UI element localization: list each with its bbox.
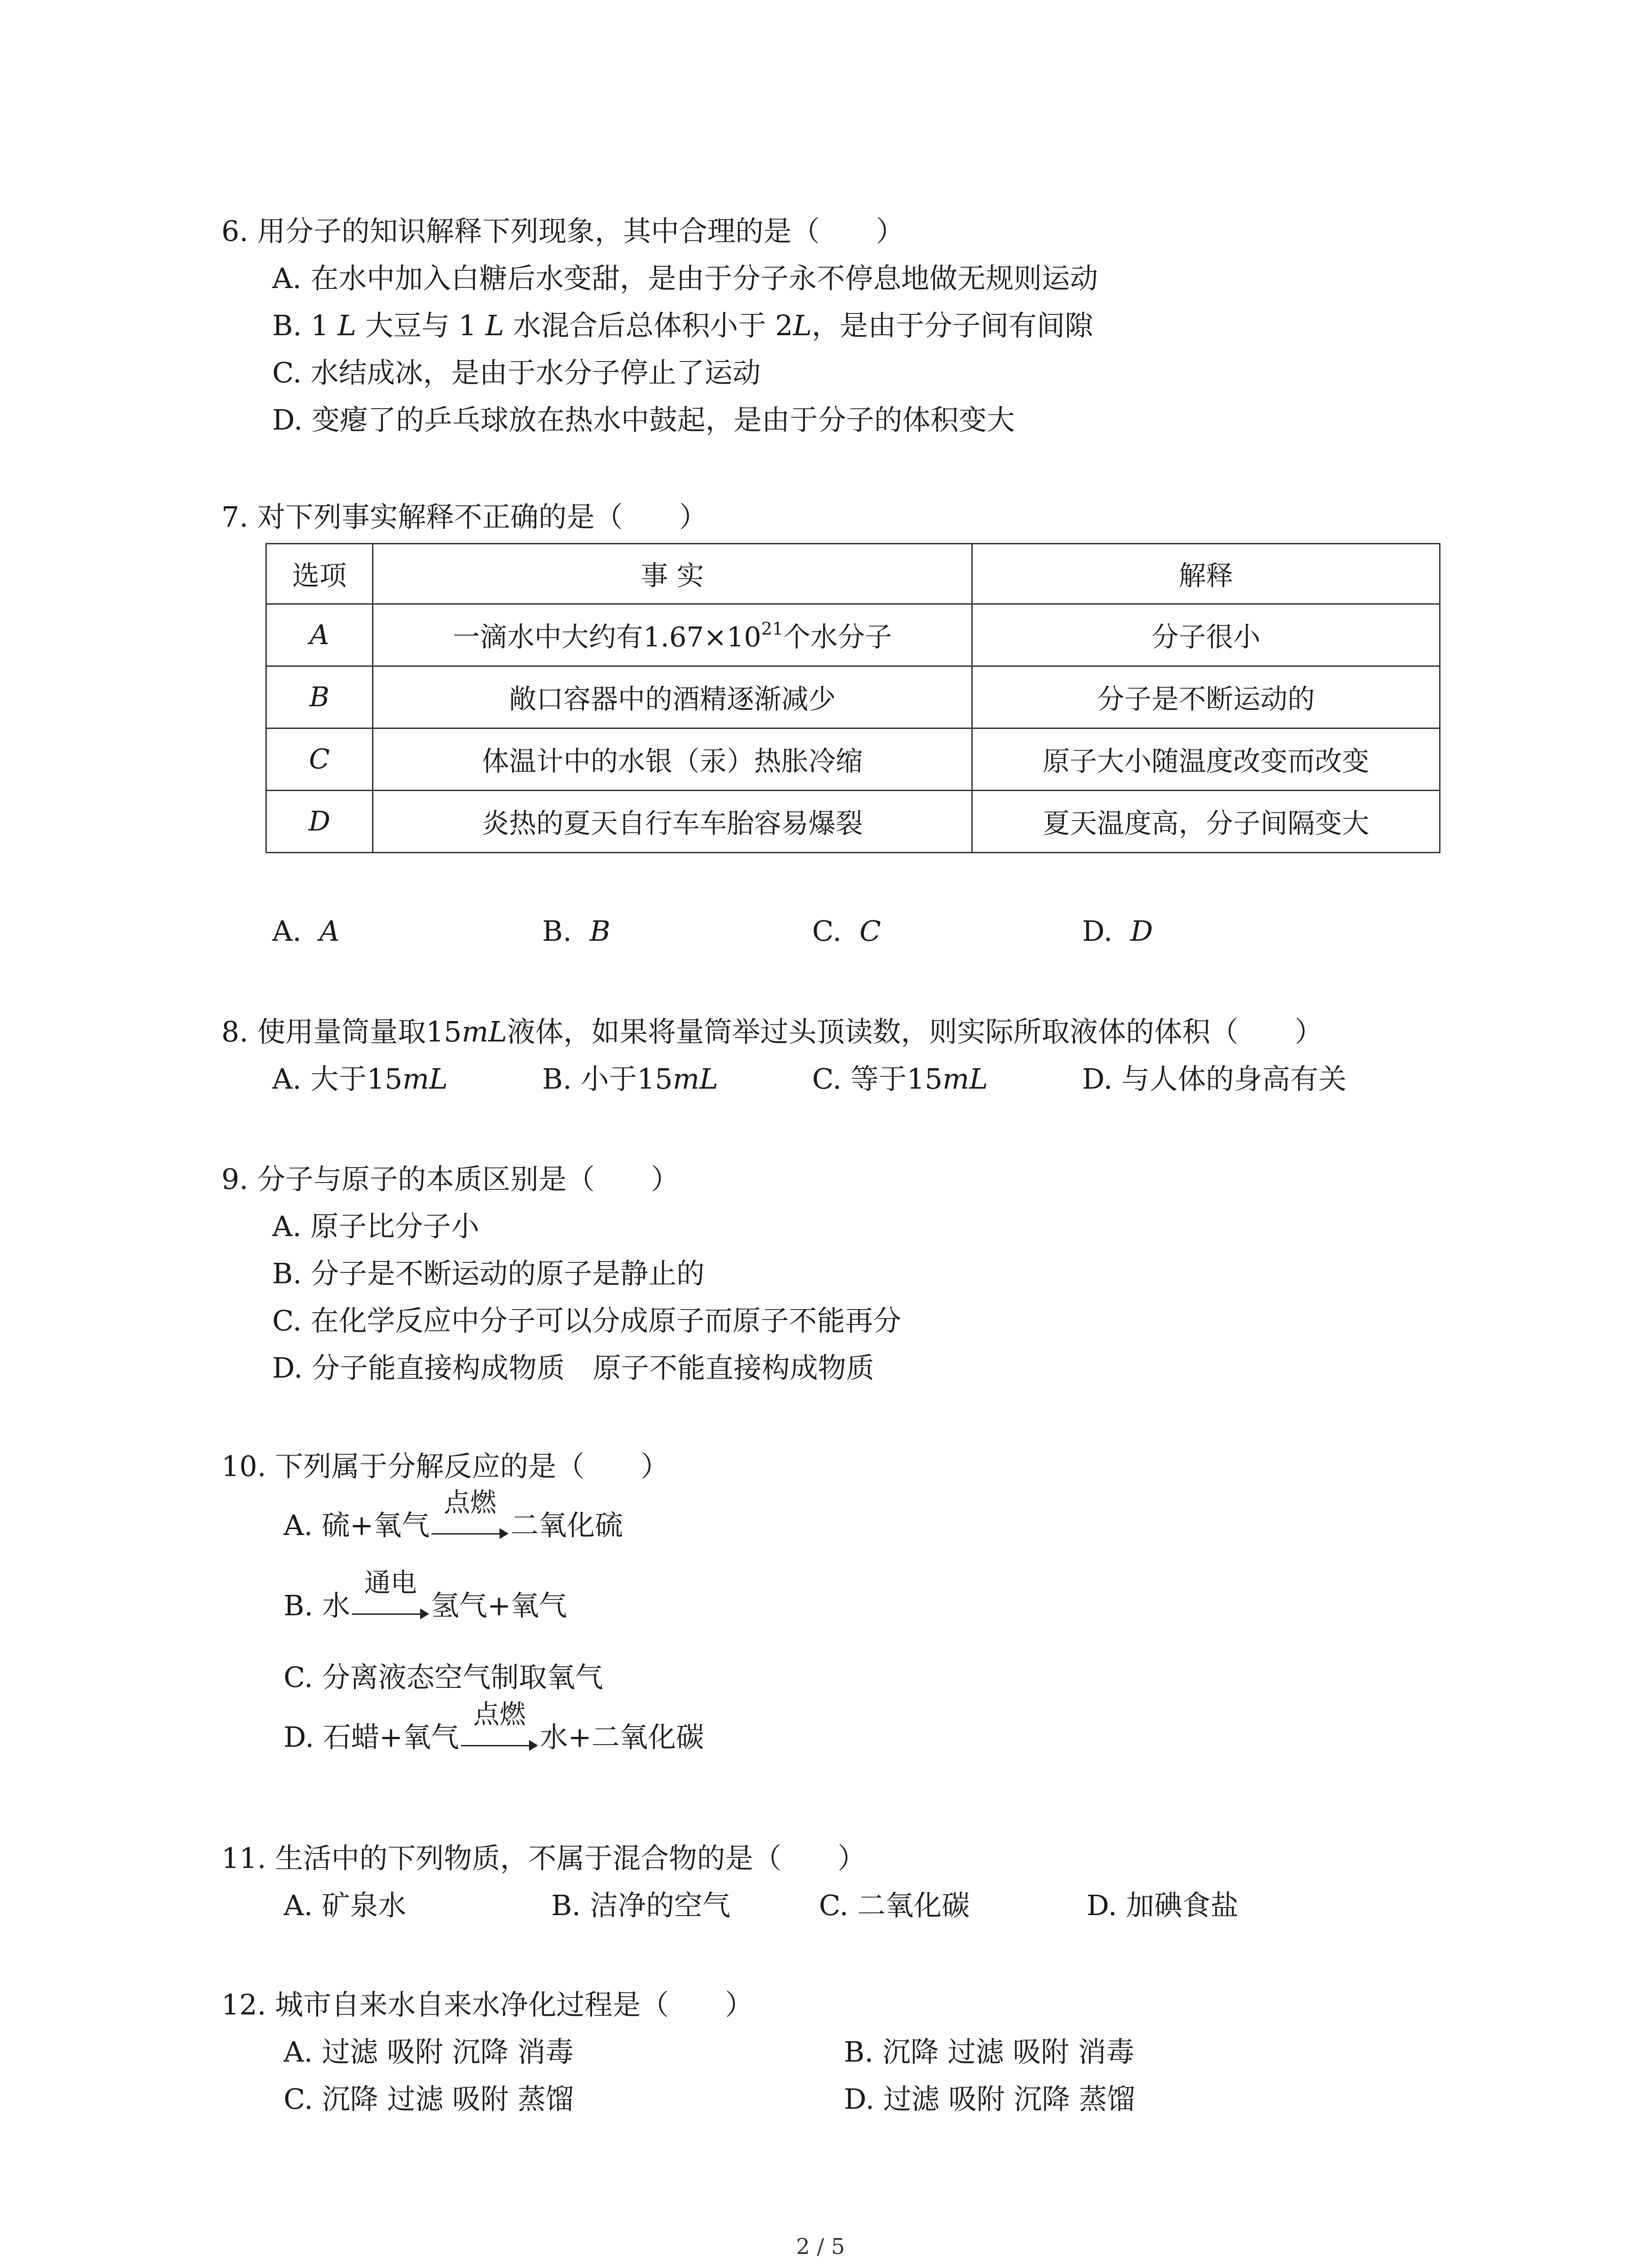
table-cell-explanation: 分子是不断运动的 xyxy=(972,666,1440,728)
q11-option-b: B. 洁净的空气 xyxy=(551,1889,730,1922)
q11-option-a: A. 矿泉水 xyxy=(284,1889,407,1922)
q12-option-c: C. 沉降 过滤 吸附 蒸馏 xyxy=(284,2082,574,2116)
q9-option-a: A. 原子比分子小 xyxy=(272,1210,480,1243)
q6-option-b: B. 1 L 大豆与 1 L 水混合后总体积小于 2L，是由于分子间有间隙 xyxy=(272,309,1093,342)
table-cell-explanation: 夏天温度高，分子间隔变大 xyxy=(972,791,1440,853)
q10-stem: 10. 下列属于分解反应的是（ ） xyxy=(221,1450,669,1483)
q7-option-b: B. B xyxy=(542,914,611,948)
q12-option-a: A. 过滤 吸附 沉降 消毒 xyxy=(284,2035,574,2068)
q10-option-b: B. 水 通电 氢气+氧气 xyxy=(284,1588,567,1626)
q9-option-d: D. 分子能直接构成物质 原子不能直接构成物质 xyxy=(272,1351,874,1384)
q11-option-d: D. 加碘食盐 xyxy=(1087,1889,1239,1922)
q6-option-c: C. 水结成冰，是由于水分子停止了运动 xyxy=(272,356,761,389)
table-cell-fact: 体温计中的水银（汞）热胀冷缩 xyxy=(373,728,972,791)
q7-option-d: D. D xyxy=(1082,914,1153,948)
q9-stem: 9. 分子与原子的本质区别是（ ） xyxy=(221,1163,679,1196)
q9-option-b: B. 分子是不断运动的原子是静止的 xyxy=(272,1257,705,1290)
q11-option-c: C. 二氧化碳 xyxy=(819,1889,970,1922)
table-header-option: 选项 xyxy=(266,544,373,604)
q10-option-a: A. 硫+氧气 点燃 二氧化硫 xyxy=(284,1507,623,1546)
q7-option-a: A. A xyxy=(272,914,340,948)
q6-stem: 6. 用分子的知识解释下列现象，其中合理的是（ ） xyxy=(221,215,904,248)
page-number: 2 / 5 xyxy=(796,2234,845,2259)
q12-stem: 12. 城市自来水自来水净化过程是（ ） xyxy=(221,1988,754,2021)
table-header-row xyxy=(266,544,1440,604)
q10-option-d: D. 石蜡+氧气 点燃 水+二氧化碳 xyxy=(284,1719,704,1758)
table-row xyxy=(266,791,1440,853)
q8-option-c: C. 等于15mL xyxy=(812,1062,988,1095)
q6-option-a: A. 在水中加入白糖后水变甜，是由于分子永不停息地做无规则运动 xyxy=(272,262,1098,295)
q8-option-d: D. 与人体的身高有关 xyxy=(1082,1062,1347,1095)
q8-option-b: B. 小于15mL xyxy=(542,1062,718,1095)
reaction-arrow: 点燃 xyxy=(431,1510,509,1546)
table-cell-option: A xyxy=(266,604,373,666)
table-cell-fact: 一滴水中大约有$1.67\times 10^{21}$个水分子 xyxy=(373,604,972,666)
q7-table xyxy=(265,543,1440,853)
table-cell-fact: 炎热的夏天自行车车胎容易爆裂 xyxy=(373,791,972,853)
table-row xyxy=(266,666,1440,728)
q9-option-c: C. 在化学反应中分子可以分成原子而原子不能再分 xyxy=(272,1304,901,1337)
q10-option-c: C. 分离液态空气制取氧气 xyxy=(284,1661,603,1694)
q11-stem: 11. 生活中的下列物质，不属于混合物的是（ ） xyxy=(221,1842,866,1875)
q7-option-c: C. C xyxy=(812,914,881,948)
table-cell-option: D xyxy=(266,791,373,853)
q12-option-b: B. 沉降 过滤 吸附 消毒 xyxy=(844,2035,1135,2068)
table-cell-fact: 敞口容器中的酒精逐渐减少 xyxy=(373,666,972,728)
q8-stem: 8. 使用量筒量取15mL液体，如果将量筒举过头顶读数，则实际所取液体的体积（ ） xyxy=(221,1015,1323,1048)
table-cell-option: C xyxy=(266,728,373,791)
table-header-explanation: 解释 xyxy=(972,544,1440,604)
table-cell-option: B xyxy=(266,666,373,728)
reaction-arrow: 通电 xyxy=(352,1590,429,1626)
reaction-arrow: 点燃 xyxy=(461,1721,538,1758)
table-row xyxy=(266,728,1440,791)
table-cell-explanation: 原子大小随温度改变而改变 xyxy=(972,728,1440,791)
q7-stem: 7. 对下列事实解释不正确的是（ ） xyxy=(221,500,707,533)
table-cell-explanation: 分子很小 xyxy=(972,604,1440,666)
table-header-fact: 事 实 xyxy=(373,544,972,604)
q12-option-d: D. 过滤 吸附 沉降 蒸馏 xyxy=(844,2082,1136,2116)
q6-option-d: D. 变瘪了的乒乓球放在热水中鼓起，是由于分子的体积变大 xyxy=(272,403,1015,436)
q8-option-a: A. 大于15mL xyxy=(272,1062,448,1095)
table-row xyxy=(266,604,1440,666)
